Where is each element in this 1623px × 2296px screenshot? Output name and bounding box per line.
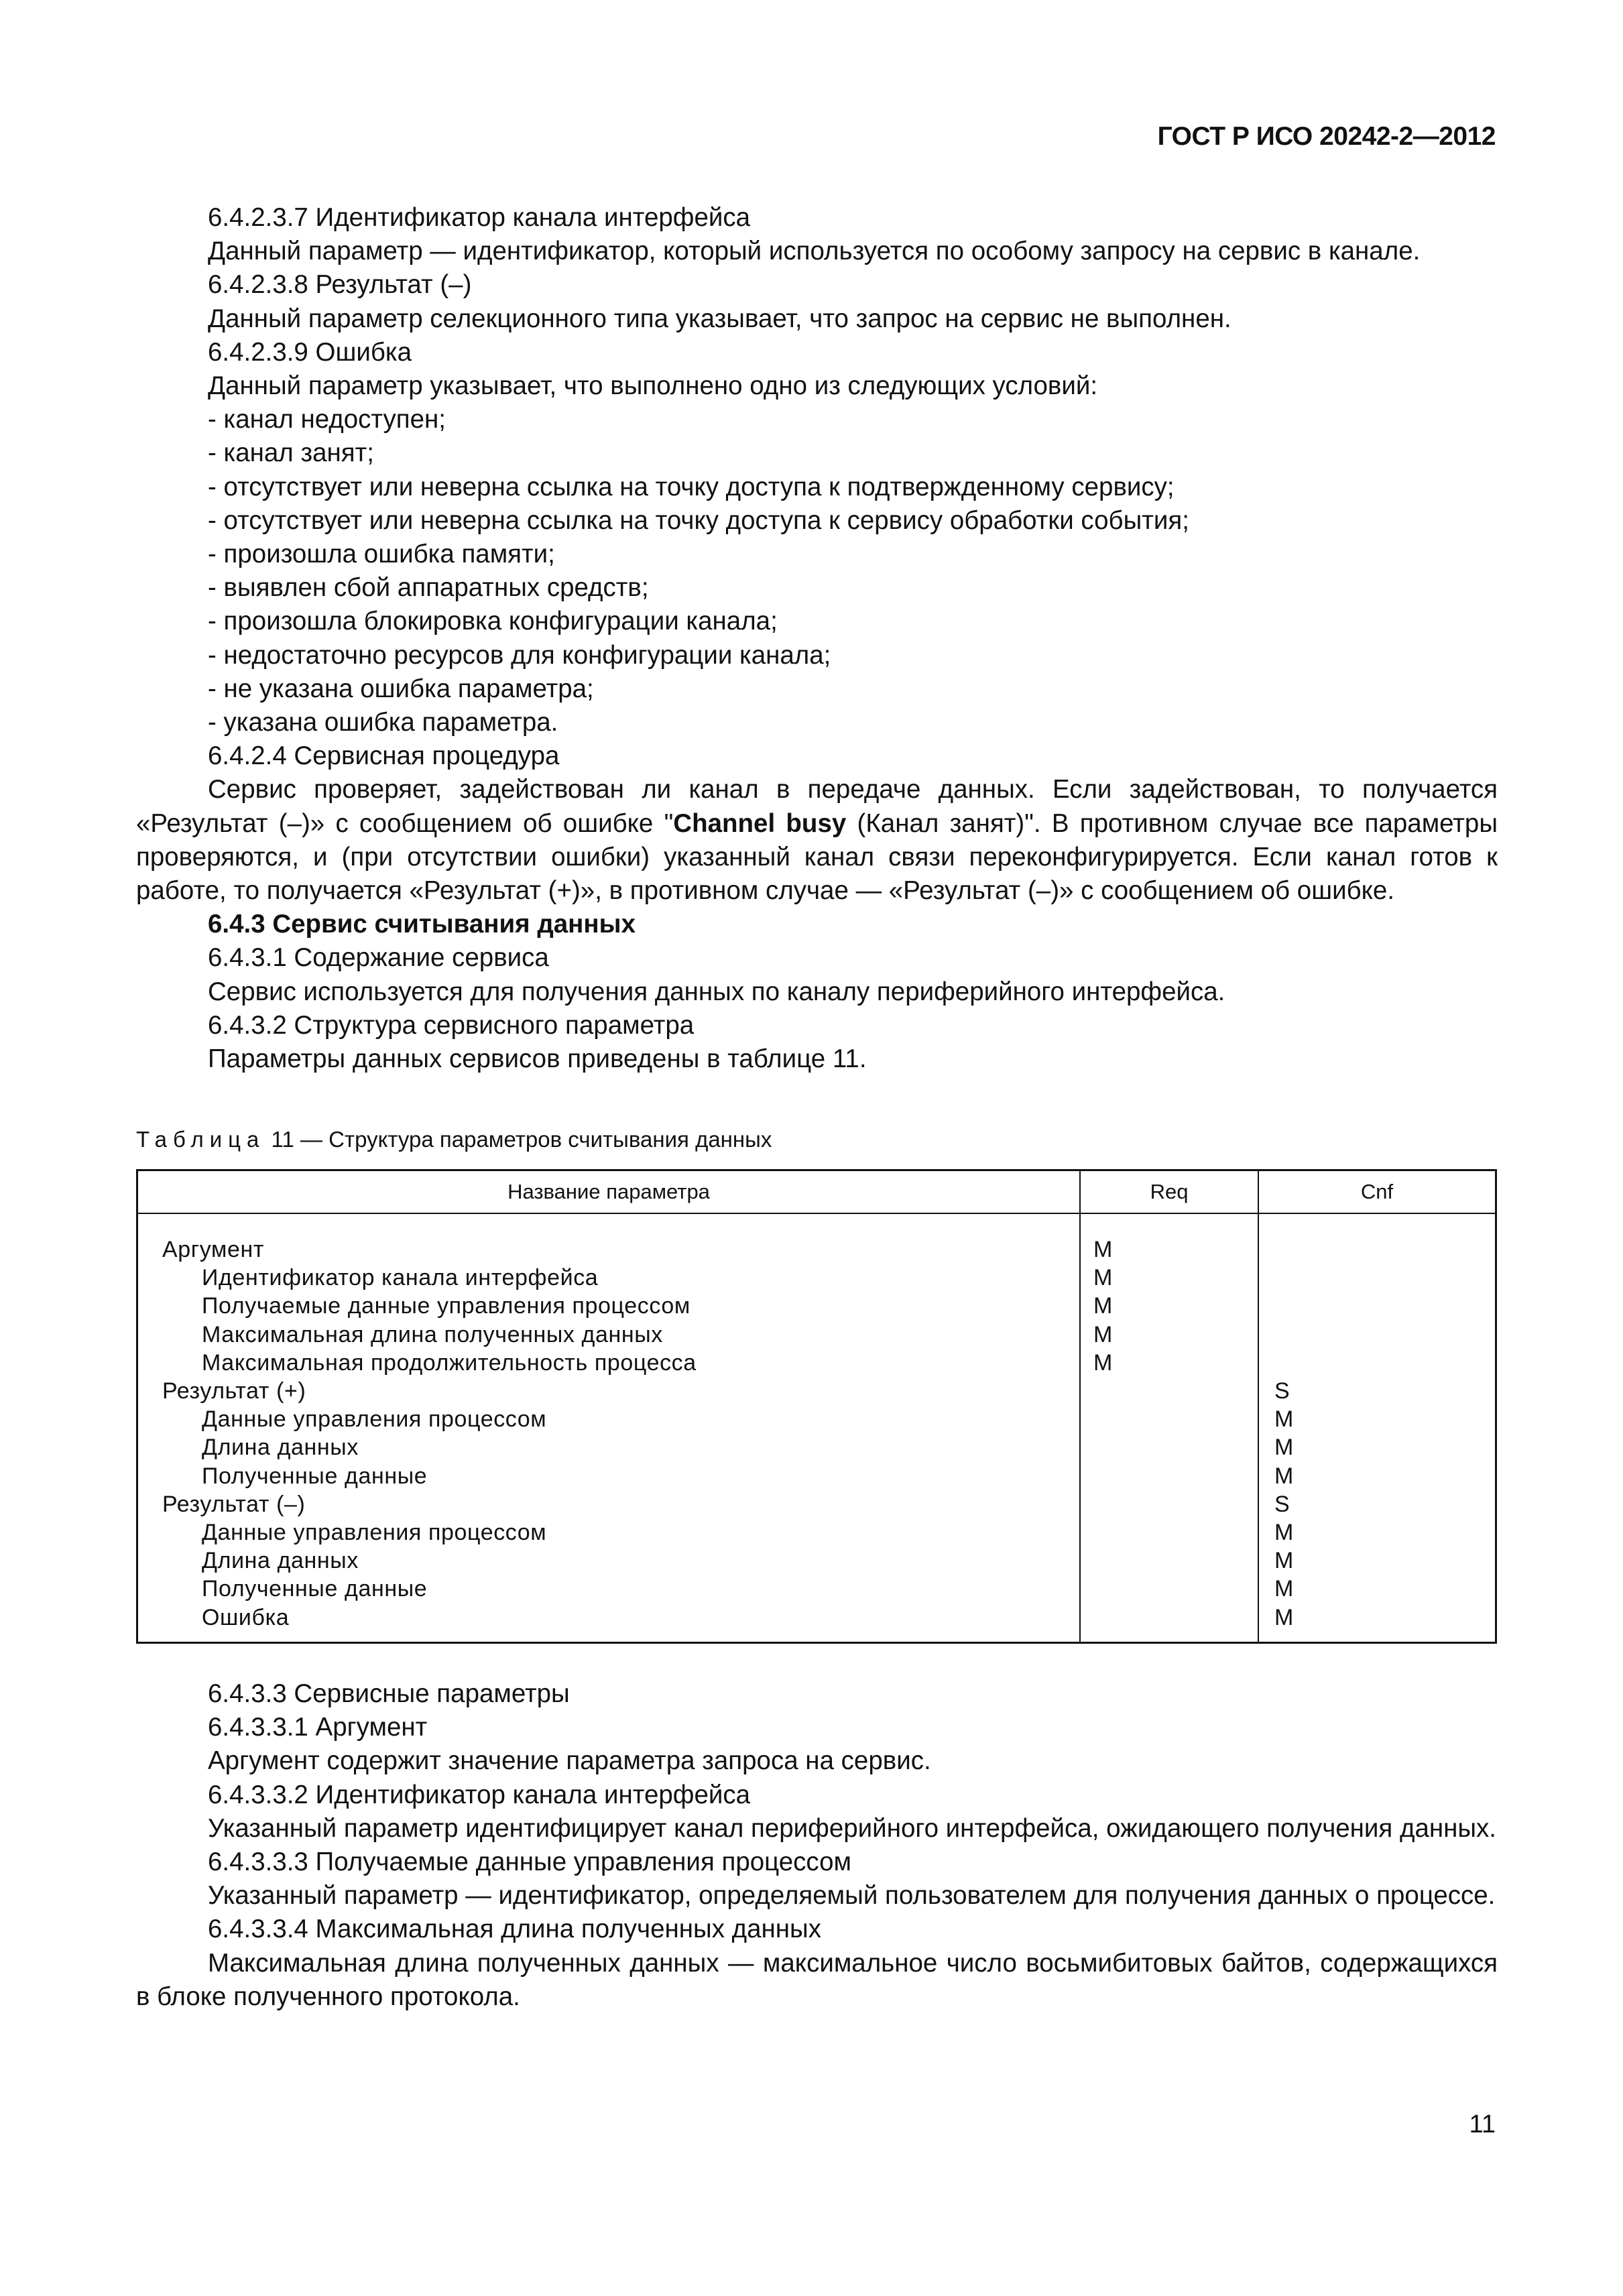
parameters-table (136, 1169, 1497, 1644)
subsection-heading: 6.4.2.3.8 Результат (–) (208, 270, 472, 300)
column-header-req: Req (1150, 1180, 1189, 1203)
list-item: - выявлен сбой аппаратных средств; (208, 573, 649, 603)
subsection-heading: 6.4.2.3.9 Ошибка (208, 337, 412, 367)
paragraph: Параметры данных сервисов приведены в таблице 11. (208, 1044, 867, 1074)
column-divider (1258, 1171, 1259, 1642)
section-heading: 6.4.3 Сервис считывания данных (208, 910, 636, 939)
section-6-4-2-body (136, 201, 1498, 1076)
column-header-cnf: Cnf (1360, 1180, 1394, 1203)
list-item: - не указана ошибка параметра; (208, 674, 594, 703)
table-cell-name: Результат (+) (162, 1378, 306, 1404)
table-caption-label: Таблица (136, 1127, 265, 1152)
procedure-text-a: Сервис проверяет, задействован ли канал в передаче данных. Если задействован, то получается «Результат (–)» с сообщением об ошибке " (136, 775, 1498, 838)
paragraph: Данный параметр селекционного типа указывает, что запрос на сервис не выполнен. (208, 304, 1231, 333)
section-6-4-3-3-body (136, 1677, 1498, 2014)
subsection-heading: 6.4.3.1 Содержание сервиса (208, 943, 549, 973)
list-item: - произошла ошибка памяти; (208, 540, 555, 569)
table-cell-cnf: M (1274, 1406, 1294, 1433)
table-cell-name: Ошибка (202, 1604, 290, 1630)
list-item: - произошла блокировка конфигурации канала; (208, 607, 778, 636)
subsection-heading: 6.4.2.3.7 Идентификатор канала интерфейса (208, 203, 751, 232)
table-cell-name: Данные управления процессом (202, 1406, 547, 1433)
table-cell-req: M (1093, 1321, 1113, 1347)
list-item: - канал занят; (208, 438, 374, 468)
table-cell-name: Максимальная продолжительность процесса (202, 1349, 697, 1376)
subsection-heading: 6.4.3.2 Структура сервисного параметра (208, 1010, 695, 1040)
table-cell-cnf: S (1274, 1491, 1290, 1517)
table-cell-name: Идентификатор канала интерфейса (202, 1265, 599, 1291)
paragraph: Данный параметр указывает, что выполнено одно из следующих условий: (208, 371, 1098, 401)
table-cell-name: Получаемые данные управления процессом (202, 1293, 690, 1319)
table-cell-cnf: M (1274, 1576, 1294, 1602)
list-item: - недостаточно ресурсов для конфигурации канала; (208, 640, 831, 670)
table-cell-name: Аргумент (162, 1237, 265, 1262)
subsection-heading: 6.4.3.3.3 Получаемые данные управления процессом (208, 1848, 851, 1877)
table-cell-name: Полученные данные (202, 1463, 428, 1489)
procedure-text-b: (Канал занят)". В противном случае все параметры проверяются, и (при отсутствии ошибки) указанный канал связи переконфигурируется. Если канал готов к работе, то получается «Результат (+)», в противном случае — «Результат (–)» с сообщением об ошибке. (136, 808, 1498, 906)
paragraph: Сервис используется для получения данных по каналу периферийного интерфейса. (208, 977, 1225, 1006)
table-cell-req: M (1093, 1293, 1113, 1319)
table-cell-name: Длина данных (202, 1548, 359, 1574)
subsection-heading: 6.4.3.3.1 Аргумент (208, 1713, 428, 1742)
table-cell-cnf: M (1274, 1548, 1294, 1574)
paragraph: Указанный параметр — идентификатор, определяемый пользователем для получения данных о процессе. (208, 1881, 1496, 1911)
table-cell-cnf: M (1274, 1604, 1294, 1630)
page-number: 11 (1469, 2110, 1496, 2138)
subsection-heading: 6.4.3.3.4 Максимальная длина полученных данных (208, 1915, 821, 1944)
table-cell-cnf: M (1274, 1520, 1294, 1545)
column-divider (1079, 1171, 1081, 1642)
list-item: - указана ошибка параметра. (208, 708, 558, 737)
table-cell-req: M (1093, 1265, 1113, 1291)
table-cell-cnf: S (1274, 1378, 1290, 1404)
table-cell-req: M (1093, 1237, 1113, 1262)
table-cell-name: Данные управления процессом (202, 1520, 547, 1545)
paragraph-procedure (136, 773, 1498, 908)
paragraph: Аргумент содержит значение параметра запроса на сервис. (208, 1746, 931, 1776)
table-cell-cnf: M (1274, 1435, 1294, 1461)
list-item: - отсутствует или неверна ссылка на точку доступа к сервису обработки события; (208, 505, 1189, 535)
subsection-heading: 6.4.2.4 Сервисная процедура (208, 741, 560, 771)
paragraph: Указанный параметр идентифицирует канал периферийного интерфейса, ожидающего получения данных. (208, 1813, 1496, 1843)
table-cell-name: Максимальная длина полученных данных (202, 1321, 663, 1347)
channel-busy-term: Channel busy (673, 808, 847, 838)
subsection-heading: 6.4.3.3.2 Идентификатор канала интерфейса (208, 1780, 751, 1809)
document-header: ГОСТ Р ИСО 20242-2—2012 (1157, 122, 1496, 151)
table-caption-text: 11 — Структура параметров считывания данных (265, 1127, 772, 1152)
column-header-name: Название параметра (507, 1180, 710, 1203)
table-cell-name: Полученные данные (202, 1576, 428, 1602)
table-caption (136, 1126, 772, 1153)
table-cell-name: Длина данных (202, 1435, 359, 1461)
list-item: - отсутствует или неверна ссылка на точку доступа к подтвержденному сервису; (208, 472, 1175, 501)
header-divider (138, 1213, 1495, 1214)
subsection-heading: 6.4.3.3 Сервисные параметры (208, 1679, 570, 1708)
table-cell-name: Результат (–) (162, 1491, 306, 1517)
list-item: - канал недоступен; (208, 405, 446, 434)
paragraph: Данный параметр — идентификатор, который используется по особому запросу на сервис в канале. (208, 237, 1421, 266)
table-cell-req: M (1093, 1349, 1113, 1376)
table-cell-cnf: M (1274, 1463, 1294, 1489)
paragraph: Максимальная длина полученных данных — максимальное число восьмибитовых байтов, содержащихся в блоке полученного протокола. (136, 1948, 1498, 2011)
